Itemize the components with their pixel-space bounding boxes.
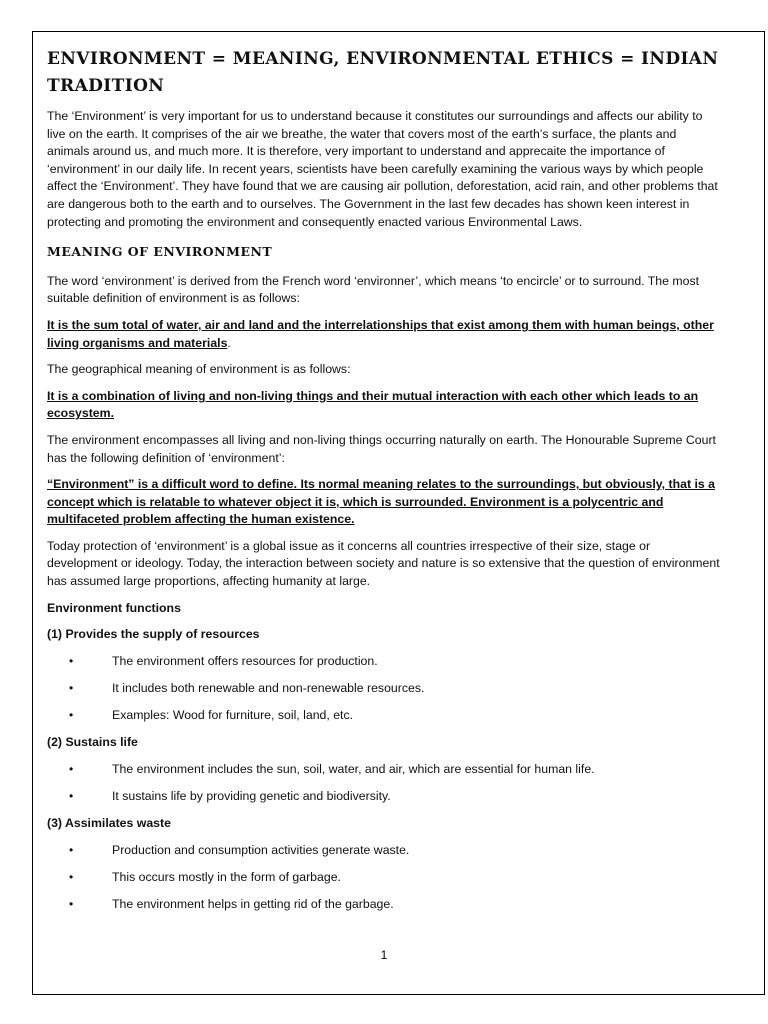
definition-1-line <box>47 317 722 352</box>
functions-heading: Environment functions <box>47 600 181 615</box>
definition-2: It is a combination of living and non-living things and their mutual interaction with each other which leads to an ecosystem. <box>47 388 699 421</box>
list-item: • This occurs mostly in the form of garbage. <box>47 869 722 887</box>
definition-1: It is the sum total of water, air and land and the interrelationships that exist among them with human beings, other living organisms and materials <box>47 317 714 350</box>
function-1-title: (1) Provides the supply of resources <box>47 627 260 642</box>
list-item: • It sustains life by providing genetic and biodiversity. <box>47 788 722 806</box>
definition-1-period: . <box>227 335 231 350</box>
list-item: • The environment offers resources for production. <box>47 653 722 671</box>
list-item: • It includes both renewable and non-renewable resources. <box>47 680 722 698</box>
list-item: • Examples: Wood for furniture, soil, land, etc. <box>47 707 722 725</box>
meaning-paragraph-2: The geographical meaning of environment is as follows: <box>47 362 351 377</box>
meaning-heading: MEANING OF ENVIRONMENT <box>47 244 273 260</box>
page-number: 1 <box>380 948 388 962</box>
meaning-paragraph-3: The environment encompasses all living and non-living things occurring naturally on earth. The Honourable Supreme Court has the following definition of ‘environment’: <box>47 432 716 465</box>
meaning-paragraph-1: The word ‘environment’ is derived from the French word ‘environner’, which means ‘to encircle’ or to surround. The most suitable definition of environment is as follows: <box>47 273 700 306</box>
meaning-paragraph-4: Today protection of ‘environment’ is a global issue as it concerns all countries irrespective of their size, stage or development or ideology. Today, the interaction between society and nature is so extensive that the question of environment has assumed large proportions, affecting humanity at large. <box>47 538 720 589</box>
list-item: • The environment helps in getting rid of the garbage. <box>47 896 722 914</box>
function-1-list <box>47 653 722 725</box>
intro-paragraph: The ‘Environment’ is very important for us to understand because it constitutes our surroundings and affects our ability to live on the earth. It comprises of the air we breathe, the water that covers most of the earth’s surface, the plants and animals around us, and much more. It is therefore, very important to understand and apprecaite the importance of ‘environment’ in our daily life. In recent years, scientists have been carefully examining the various ways by which people affect the ‘Environment’. They have found that we are causing air pollution, deforestation, acid rain, and other problems that are dangerous both to the earth and to ourselves. The Government in the last few decades has shown keen interest in protecting and promoting the environment and consequently enacted various Environmental Laws. <box>47 109 718 229</box>
definition-3: “Environment” is a difficult word to define. Its normal meaning relates to the surroundings, but obviously, that is a concept which is relatable to whatever object it is, which is surrounded. Environment is a polycentric and multifaceted problem affecting the human existence. <box>47 477 715 527</box>
list-item: • Production and consumption activities generate waste. <box>47 842 722 860</box>
list-item: • The environment includes the sun, soil, water, and air, which are essential for human life. <box>47 761 722 779</box>
page-title: ENVIRONMENT = MEANING, ENVIRONMENTAL ETHICS = INDIAN TRADITION <box>47 49 719 96</box>
function-2-list <box>47 761 722 806</box>
function-2-title: (2) Sustains life <box>47 735 138 750</box>
function-3-list <box>47 842 722 914</box>
document-body <box>47 46 722 924</box>
function-3-title: (3) Assimilates waste <box>47 816 171 831</box>
